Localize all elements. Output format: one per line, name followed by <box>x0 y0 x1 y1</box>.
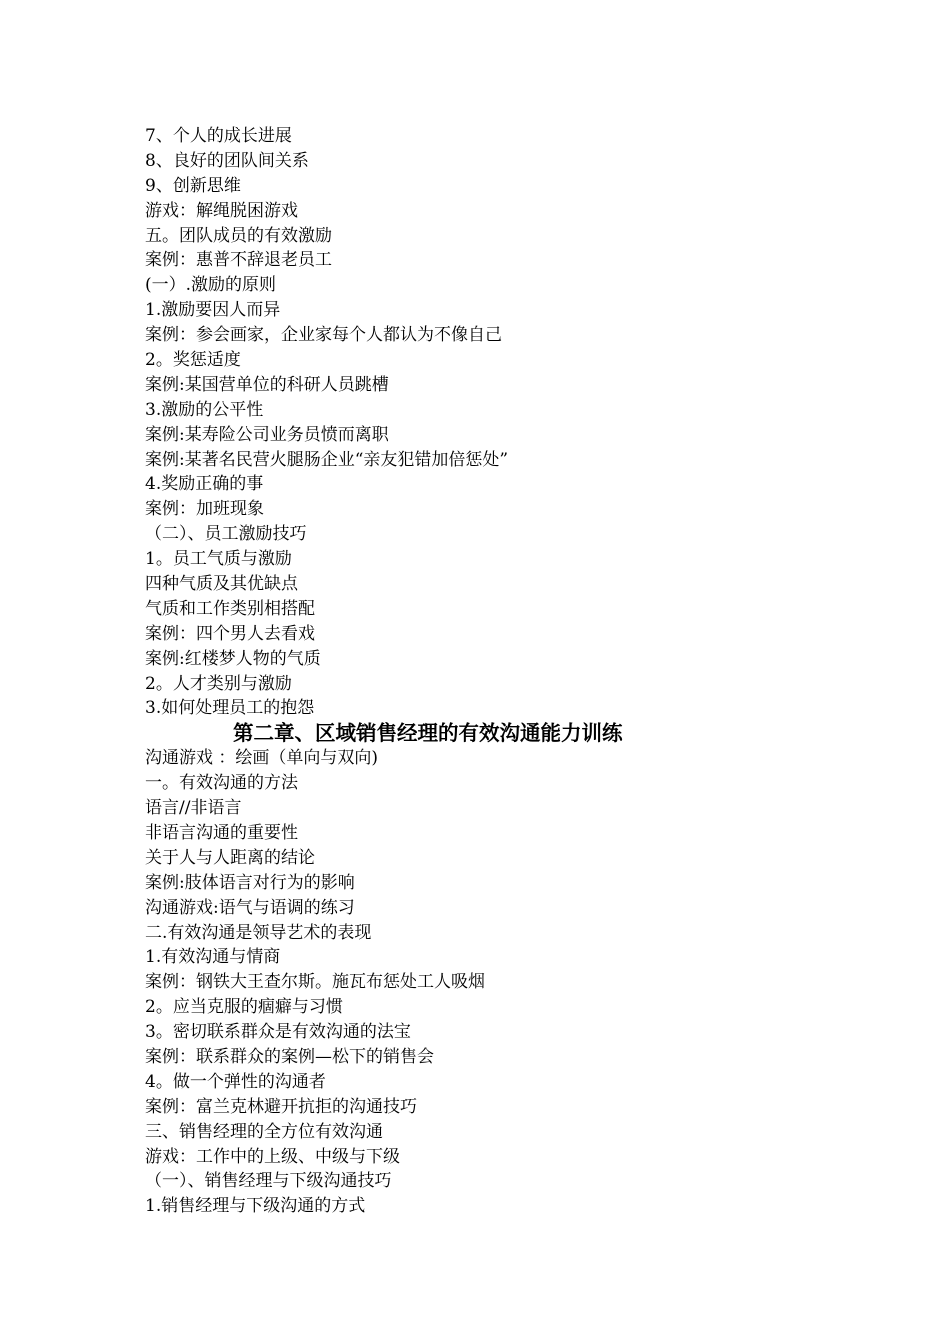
text-line: 案例:某国营单位的科研人员跳槽 <box>145 374 389 395</box>
text-line: 案例：四个男人去看戏 <box>145 623 315 644</box>
text-line: （二）、员工激励技巧 <box>145 524 307 545</box>
section-lines-after <box>145 746 845 1219</box>
text-line: 案例：联系群众的案例—松下的销售会 <box>145 1046 434 1067</box>
text-line: 二.有效沟通是领导艺术的表现 <box>145 922 372 943</box>
text-line: 3.激励的公平性 <box>145 399 264 420</box>
chapter-heading: 第二章、区域销售经理的有效沟通能力训练 <box>233 721 623 746</box>
text-line: 游戏：解绳脱困游戏 <box>145 200 298 221</box>
text-line: 1.销售经理与下级沟通的方式 <box>145 1196 366 1217</box>
text-line: 案例：参会画家，企业家每个人都认为不像自己 <box>145 325 502 346</box>
text-line: 一。有效沟通的方法 <box>145 773 298 794</box>
text-line: 语言//非语言 <box>145 798 242 819</box>
text-line: 气质和工作类别相搭配 <box>145 598 315 619</box>
section-lines-before <box>145 124 845 721</box>
text-line: 7、个人的成长进展 <box>145 126 292 146</box>
text-line: 游戏：工作中的上级、中级与下级 <box>145 1146 400 1167</box>
text-line: 1.激励要因人而异 <box>145 300 281 321</box>
text-line: 案例:红楼梦人物的气质 <box>145 648 321 669</box>
text-line: 案例:肢体语言对行为的影响 <box>145 872 355 893</box>
text-line: 4.奖励正确的事 <box>145 474 264 495</box>
text-line: 四种气质及其优缺点 <box>145 574 298 595</box>
text-line: 沟通游戏:语气与语调的练习 <box>145 897 355 918</box>
text-line: 9、创新思维 <box>145 175 241 196</box>
text-line: 案例：惠普不辞退老员工 <box>145 250 332 271</box>
text-line: (一）.激励的原则 <box>145 275 277 296</box>
text-line: （一）、销售经理与下级沟通技巧 <box>145 1171 392 1192</box>
document-body <box>145 124 845 1219</box>
text-line: 8、良好的团队间关系 <box>145 150 309 171</box>
text-line: 3.如何处理员工的抱怨 <box>145 698 315 719</box>
text-line: 案例：加班现象 <box>145 499 264 520</box>
text-line: 1。员工气质与激励 <box>145 549 292 570</box>
text-line: 非语言沟通的重要性 <box>145 822 298 843</box>
text-line: 2。人才类别与激励 <box>145 673 292 694</box>
text-line: 3。密切联系群众是有效沟通的法宝 <box>145 1022 411 1043</box>
text-line: 案例：富兰克林避开抗拒的沟通技巧 <box>145 1096 417 1117</box>
text-line: 五。团队成员的有效激励 <box>145 225 332 246</box>
text-line: 2。应当克服的痼癖与习惯 <box>145 997 343 1018</box>
text-line: 4。做一个弹性的沟通者 <box>145 1071 326 1092</box>
text-line: 案例:某寿险公司业务员愤而离职 <box>145 424 389 445</box>
text-line: 案例：钢铁大王查尔斯。施瓦布惩处工人吸烟 <box>145 972 485 993</box>
text-line: 沟通游戏 ：绘画（单向与双向) <box>145 748 379 769</box>
text-line: 1.有效沟通与情商 <box>145 947 281 968</box>
text-line: 三、销售经理的全方位有效沟通 <box>145 1121 383 1142</box>
text-line: 案例:某著名民营火腿肠企业“亲友犯错加倍惩处” <box>145 449 509 470</box>
text-line: 关于人与人距离的结论 <box>145 847 315 868</box>
text-line: 2。奖惩适度 <box>145 350 241 371</box>
